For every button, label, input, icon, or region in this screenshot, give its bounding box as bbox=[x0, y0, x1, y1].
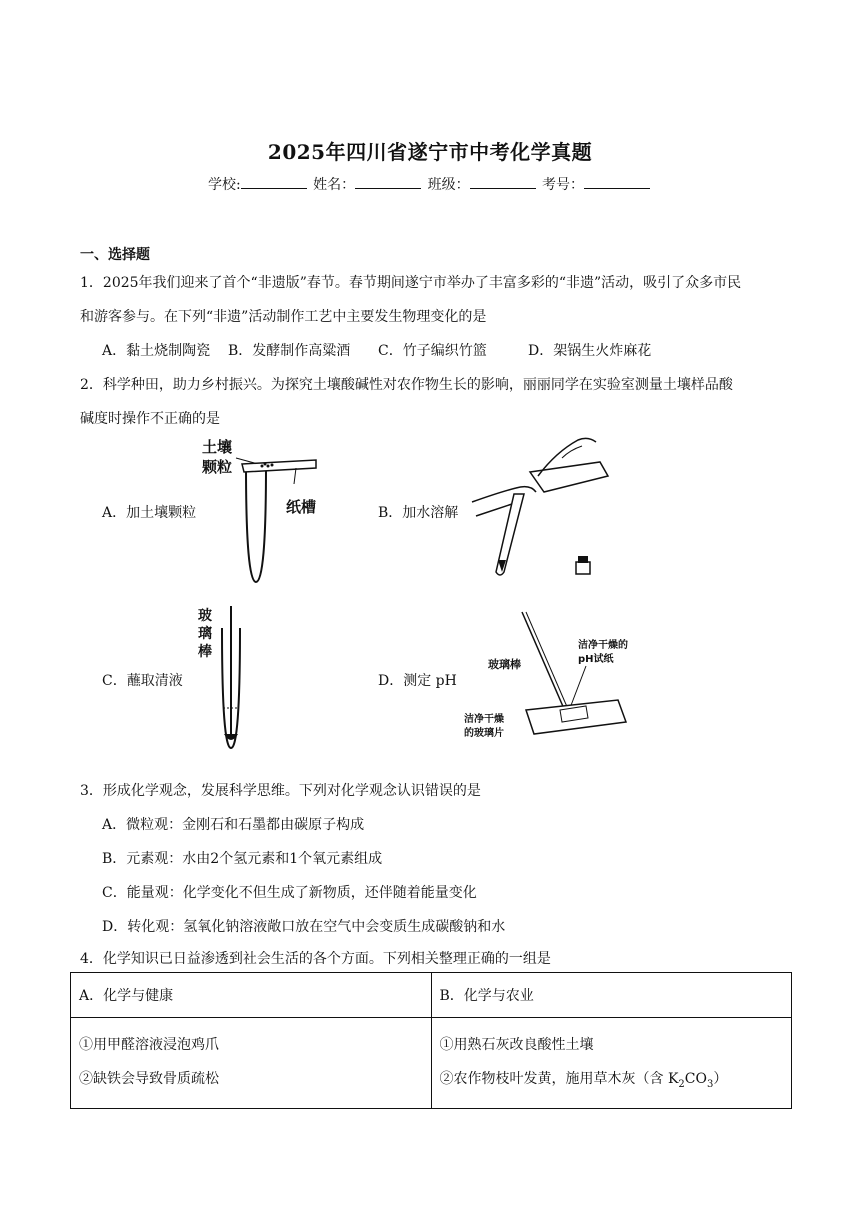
q4-option-b-body bbox=[431, 1018, 792, 1109]
oxygen-subscript: 3 bbox=[707, 1078, 714, 1090]
figure-add-water bbox=[470, 432, 620, 582]
ph-paper-label-2: pH试纸 bbox=[578, 654, 614, 665]
q3-stem: 3．形成化学观念，发展科学思维。下列对化学观念认识错误的是 bbox=[80, 783, 481, 799]
q3-option-b: B．元素观：水由2个氢元素和1个氧元素组成 bbox=[102, 851, 383, 867]
exam-number-label: 考号： bbox=[542, 177, 585, 193]
carbonate-text: CO bbox=[684, 1071, 707, 1087]
glass-slide-label-1: 洁净干燥 bbox=[464, 714, 504, 725]
q4-a-item-2: ②缺铁会导致骨质疏松 bbox=[79, 1071, 219, 1087]
q3-option-c: C．能量观：化学变化不但生成了新物质，还伴随着能量变化 bbox=[102, 885, 477, 901]
ph-paper-label-1: 洁净干燥的 bbox=[578, 640, 628, 651]
q4-a-item-1: ①用甲醛溶液浸泡鸡爪 bbox=[79, 1037, 219, 1053]
q1-option-b: B．发酵制作高粱酒 bbox=[228, 343, 351, 359]
q4-option-b-head: B．化学与农业 bbox=[431, 973, 792, 1018]
q3-option-d: D．转化观：氢氧化钠溶液敞口放在空气中会变质生成碳酸钠和水 bbox=[102, 919, 506, 935]
glass-rod-c-label-3: 棒 bbox=[198, 644, 212, 660]
q2-option-a: A．加土壤颗粒 bbox=[102, 505, 197, 521]
class-label: 班级： bbox=[427, 177, 470, 193]
q1-stem-line2: 和游客参与。在下列“非遗”活动制作工艺中主要发生物理变化的是 bbox=[80, 309, 487, 325]
glass-rod-c-label-2: 璃 bbox=[198, 626, 212, 642]
name-blank bbox=[355, 176, 421, 189]
exam-number-blank bbox=[584, 176, 650, 189]
q4-option-a-head: A．化学与健康 bbox=[71, 973, 432, 1018]
closing-paren: ） bbox=[713, 1071, 728, 1087]
glass-rod-d-label: 玻璃棒 bbox=[488, 658, 521, 671]
q4-b-item-2 bbox=[440, 1062, 784, 1102]
glass-rod-c-label-1: 玻 bbox=[198, 608, 212, 624]
q4-options-table bbox=[70, 972, 792, 1109]
q2-stem-line2: 碱度时操作不正确的是 bbox=[80, 411, 220, 427]
q1-stem-line1: 1．2025年我们迎来了首个“非遗版”春节。春节期间遂宁市举办了丰富多彩的“非遗”活动，吸引了众多市民 bbox=[80, 275, 742, 291]
name-label: 姓名： bbox=[313, 177, 356, 193]
student-info-line bbox=[0, 174, 860, 194]
school-blank bbox=[241, 176, 307, 189]
q1-option-d: D．架锅生火炸麻花 bbox=[528, 343, 652, 359]
soil-label-line2: 颗粒 bbox=[202, 458, 233, 476]
page-title: 2025年四川省遂宁市中考化学真题 bbox=[267, 140, 593, 164]
figure-measure-ph bbox=[460, 606, 640, 746]
q2-option-d: D．测定 pH bbox=[378, 673, 457, 689]
class-blank bbox=[470, 176, 536, 189]
q2-stem-line1: 2．科学种田，助力乡村振兴。为探究土壤酸碱性对农作物生长的影响，丽丽同学在实验室测量土壤样品酸 bbox=[80, 377, 733, 393]
figure-dip-liquid bbox=[196, 604, 256, 752]
q4-stem: 4．化学知识已日益渗透到社会生活的各个方面。下列相关整理正确的一组是 bbox=[80, 951, 551, 967]
glass-slide-label-2: 的玻璃片 bbox=[464, 728, 504, 739]
q2-option-c: C．蘸取清液 bbox=[102, 673, 183, 689]
figure-add-soil bbox=[196, 436, 326, 586]
soil-label-line1: 土壤 bbox=[202, 438, 233, 456]
section-heading: 一、选择题 bbox=[80, 247, 150, 263]
q1-option-c: C．竹子编织竹篮 bbox=[378, 343, 487, 359]
paper-trough-label: 纸槽 bbox=[286, 498, 317, 516]
q4-option-a-body bbox=[71, 1018, 432, 1109]
q1-option-a: A．黏土烧制陶瓷 bbox=[102, 343, 211, 359]
q3-option-a: A．微粒观：金刚石和石墨都由碳原子构成 bbox=[102, 817, 365, 833]
school-label: 学校: bbox=[207, 177, 241, 193]
q4-b-item-2-text: ②农作物枝叶发黄，施用草木灰（含 K bbox=[439, 1071, 679, 1087]
potassium-subscript: 2 bbox=[678, 1078, 685, 1090]
q4-b-item-1: ①用熟石灰改良酸性土壤 bbox=[439, 1037, 594, 1053]
q2-option-b: B．加水溶解 bbox=[378, 505, 459, 521]
